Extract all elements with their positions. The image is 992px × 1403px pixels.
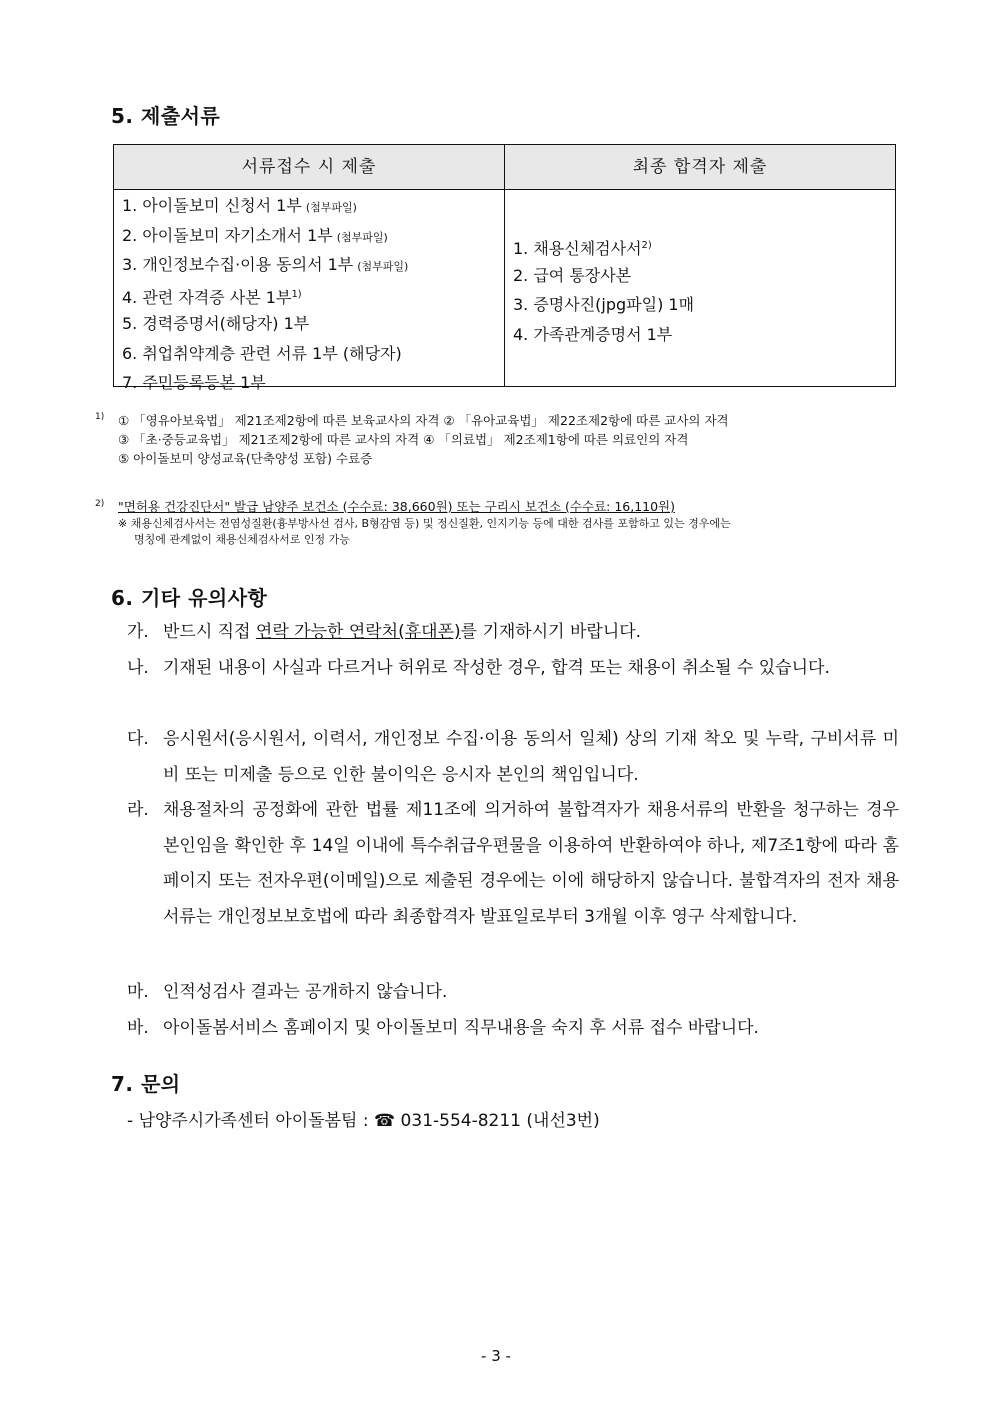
list-item: 5. 경력증명서(해당자) 1부 xyxy=(122,314,310,333)
underlined-contact-text: 연락 가능한 연락처(휴대폰) xyxy=(255,622,461,642)
footnote-ref: 1) xyxy=(291,288,302,300)
item-marker: 바. xyxy=(127,1018,149,1038)
notice-item-ba: 바. 아이돌봄서비스 홈페이지 및 아이돌보미 직무내용을 숙지 후 서류 접수 바랍니다. xyxy=(127,1011,899,1047)
item-marker: 나. xyxy=(127,658,149,678)
item-marker: 마. xyxy=(127,982,149,1002)
footnote-line: ③ 「초·중등교육법」 제21조제2항에 따른 교사의 자격 ④ 「의료법」 제2조제1항에 따른 의료인의 자격 xyxy=(118,432,689,447)
footnote-2-head: "면허용 건강진단서" 발급 남양주 보건소 (수수료: 38,660원) 또는 구리시 보건소 (수수료: 16,110원) xyxy=(118,499,676,514)
table-header-right: 최종 합격자 제출 xyxy=(505,145,895,190)
final-candidate-documents-list xyxy=(513,231,893,349)
notice-item-ra: 라. 채용절차의 공정화에 관한 법률 제11조에 의거하여 불합격자가 채용서류의 반환을 청구하는 경우 본인임을 확인한 후 14일 이내에 특수취급우편물을 이용하여 반환하여야 하나, 제7조1항에 따라 홈페이지 또는 전자우편(이메일)으로 제출된 경우에는 이에 해당하지 않습니다. 불합격자의 전자 채용서류는 개인정보보호법에 따라 최종합격자 발표일로부터 3개월 이후 영구 삭제합니다. xyxy=(127,793,899,935)
table-column-divider xyxy=(504,189,505,386)
notice-item-ga: 가. 반드시 직접 연락 가능한 연락처(휴대폰)를 기재하시기 바랍니다. xyxy=(127,615,899,651)
footnote-2 xyxy=(118,497,898,548)
footnote-1-mark: 1) xyxy=(95,412,105,422)
list-item: 1. 아이돌보미 신청서 1부 (첨부파일) xyxy=(122,196,357,215)
section-7-title: 7. 문의 xyxy=(111,1072,181,1096)
notice-item-na: 나. 기재된 내용이 사실과 다르거나 허위로 작성한 경우, 합격 또는 채용이 취소될 수 있습니다. xyxy=(127,651,899,687)
application-documents-list xyxy=(122,191,502,398)
list-item: 2. 아이돌보미 자기소개서 1부 (첨부파일) xyxy=(122,225,388,245)
contact-line: - 남양주시가족센터 아이돌봄팀 : ☎ 031-554-8211 (내선3번) xyxy=(127,1111,600,1131)
item-marker: 다. xyxy=(127,729,149,749)
footnote-2-sub: 명칭에 관계없이 채용신체검사서로 인정 가능 xyxy=(134,533,350,546)
notice-item-da: 다. 응시원서(응시원서, 이력서, 개인정보 수집·이용 동의서 일체) 상의 기재 착오 및 누락, 구비서류 미비 또는 미제출 등으로 인한 불이익은 응시자 본인의 책임입니다. xyxy=(127,722,899,793)
footnote-2-sub: ※ 채용신체검사서는 전염성질환(흉부방사선 검사, B형감염 등) 및 정신질환, 인지기능 등에 대한 검사를 포함하고 있는 경우에는 xyxy=(118,517,731,530)
notice-item-ma: 마. 인적성검사 결과는 공개하지 않습니다. xyxy=(127,975,899,1011)
list-item: 3. 개인정보수집·이용 동의서 1부 (첨부파일) xyxy=(122,255,409,274)
list-item: 2. 급여 통장사본 xyxy=(513,265,632,285)
item-marker: 라. xyxy=(127,800,149,820)
section-5-title: 5. 제출서류 xyxy=(111,104,221,128)
phone-icon: ☎ xyxy=(373,1111,396,1131)
list-item: 7. 주민등록등본 1부 xyxy=(122,373,266,392)
item-marker: 가. xyxy=(127,622,149,642)
list-item: 1. 채용신체검사서$^{2)}$ xyxy=(513,239,652,258)
footnote-ref: 2) xyxy=(641,240,652,251)
footnote-line: ⑤ 아이돌보미 양성교육(단축양성 포함) 수료증 xyxy=(118,451,373,466)
list-item: 6. 취업취약계층 관련 서류 1부 (해당자) xyxy=(122,343,402,363)
footnote-1 xyxy=(118,411,898,468)
contact-phone: 031-554-8211 (내선3번) xyxy=(395,1111,600,1131)
page-number: - 3 - xyxy=(481,1347,511,1365)
section-6-title: 6. 기타 유의사항 xyxy=(111,586,268,610)
list-item: 3. 증명사진(jpg파일) 1매 xyxy=(513,295,695,314)
table-header-left: 서류접수 시 제출 xyxy=(114,145,505,190)
footnote-2-mark: 2) xyxy=(95,499,105,509)
list-item: 4. 가족관계증명서 1부 xyxy=(513,324,673,344)
footnote-line: ① 「영유아보육법」 제21조제2항에 따른 보육교사의 자격 ② 「유아교육법」 제22조제2항에 따른 교사의 자격 xyxy=(118,413,729,428)
list-item: 4. 관련 자격증 사본 1부$^{1)}$ xyxy=(122,287,302,307)
submission-documents-table xyxy=(113,144,896,392)
